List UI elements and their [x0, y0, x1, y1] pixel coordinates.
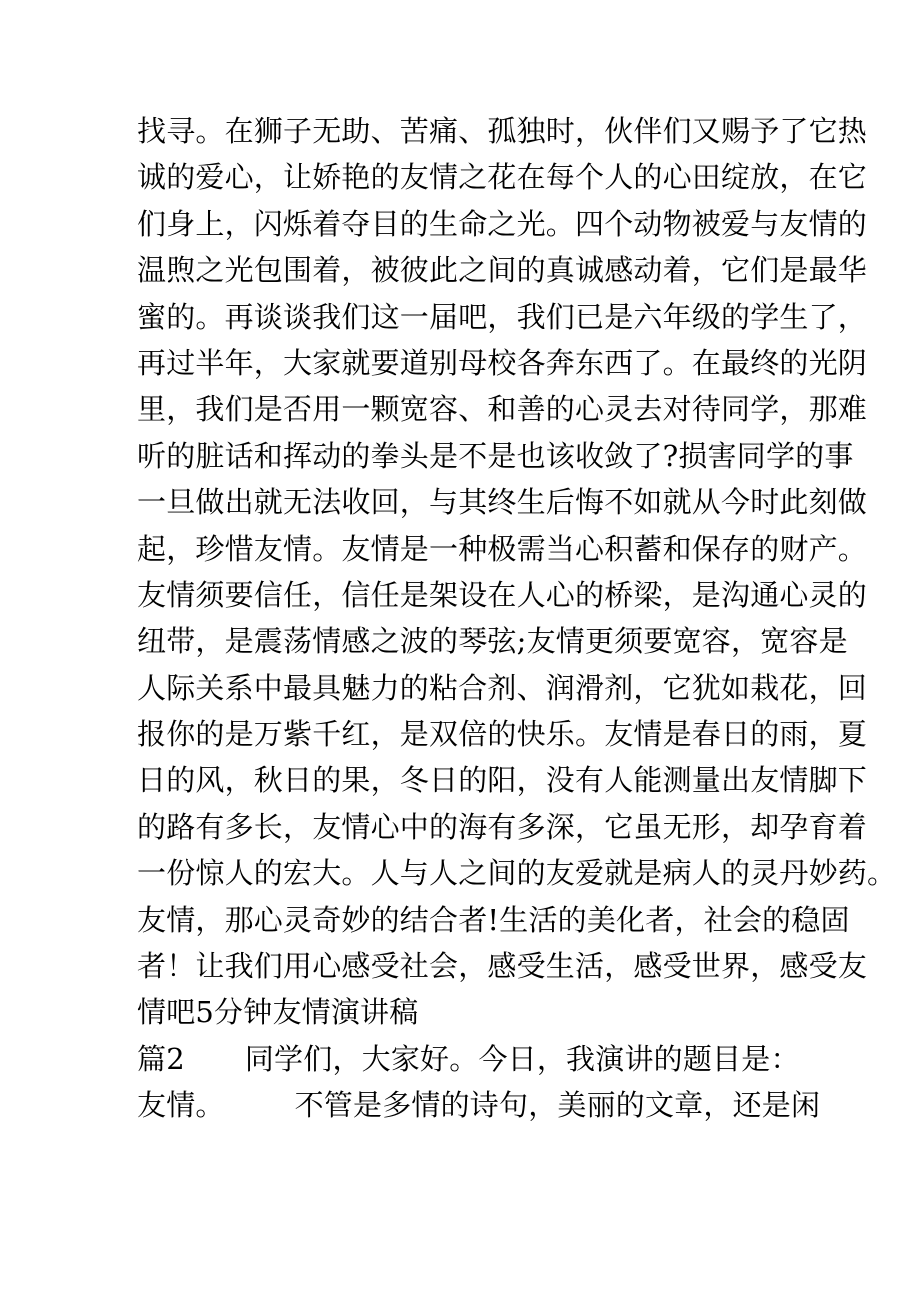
speech-topic: 友情。	[137, 1088, 225, 1123]
text-line-3: 们身上，闪烁着夺目的生命之光。四个动物被爱与友情的	[137, 206, 868, 241]
section-opening-text: 同学们，大家好。今日，我演讲的题目是：	[244, 1041, 800, 1076]
text-line-2: 诚的爱心，让娇艳的友情之花在每个人的心田绽放，在它	[137, 160, 868, 195]
text-line-17: 一份惊人的宏大。人与人之间的友爱就是病人的灵丹妙药。	[137, 856, 897, 891]
text-line-7: 里，我们是否用一颗宽容、和善的心灵去对待同学，那难	[137, 392, 868, 427]
section-heading-line	[137, 1036, 800, 1082]
text-line-19: 者！让我们用心感受社会，感受生活，感受世界，感受友	[137, 949, 868, 984]
text-line-18: 友情，那心灵奇妙的结合者!生活的美化者，社会的稳固	[137, 902, 850, 937]
section-label: 篇2	[137, 1041, 185, 1076]
text-line-9: 一旦做出就无法收回，与其终生后悔不如就从今时此刻做	[137, 485, 868, 520]
text-line-5: 蜜的。再谈谈我们这一届吧，我们已是六年级的学生了，	[137, 299, 868, 334]
text-line-1: 找寻。在狮子无助、苦痛、孤独时，伙伴们又赐予了它热	[137, 114, 868, 148]
speech-continuation: 不管是多情的诗句，美丽的文章，还是闲	[294, 1088, 821, 1123]
text-line-4: 温煦之光包围着，被彼此之间的真诚感动着，它们是最华	[137, 253, 868, 288]
text-line-14: 报你的是万紫千红，是双倍的快乐。友情是春日的雨，夏	[137, 717, 868, 752]
text-line-15: 日的风，秋日的果，冬日的阳，没有人能测量出友情脚下	[137, 763, 868, 798]
text-line-6: 再过半年，大家就要道别母校各奔东西了。在最终的光阴	[137, 345, 868, 380]
speech-text	[137, 108, 897, 1129]
text-line-12: 纽带，是震荡情感之波的琴弦;友情更须要宽容，宽容是	[137, 624, 848, 659]
text-line-13: 人际关系中最具魅力的粘合剂、润滑剂，它犹如栽花，回	[137, 670, 868, 705]
text-line-20: 情吧5分钟友情演讲稿	[137, 995, 419, 1030]
text-line-11: 友情须要信任，信任是架设在人心的桥梁，是沟通心灵的	[137, 577, 868, 612]
text-line-8: 听的脏话和挥动的拳头是不是也该收敛了?损害同学的事	[137, 438, 854, 473]
text-line-16: 的路有多长，友情心中的海有多深，它虽无形，却孕育着	[137, 809, 868, 844]
text-line-10: 起，珍惜友情。友情是一种极需当心积蓄和保存的财产。	[137, 531, 868, 566]
text-line-last	[137, 1082, 821, 1128]
